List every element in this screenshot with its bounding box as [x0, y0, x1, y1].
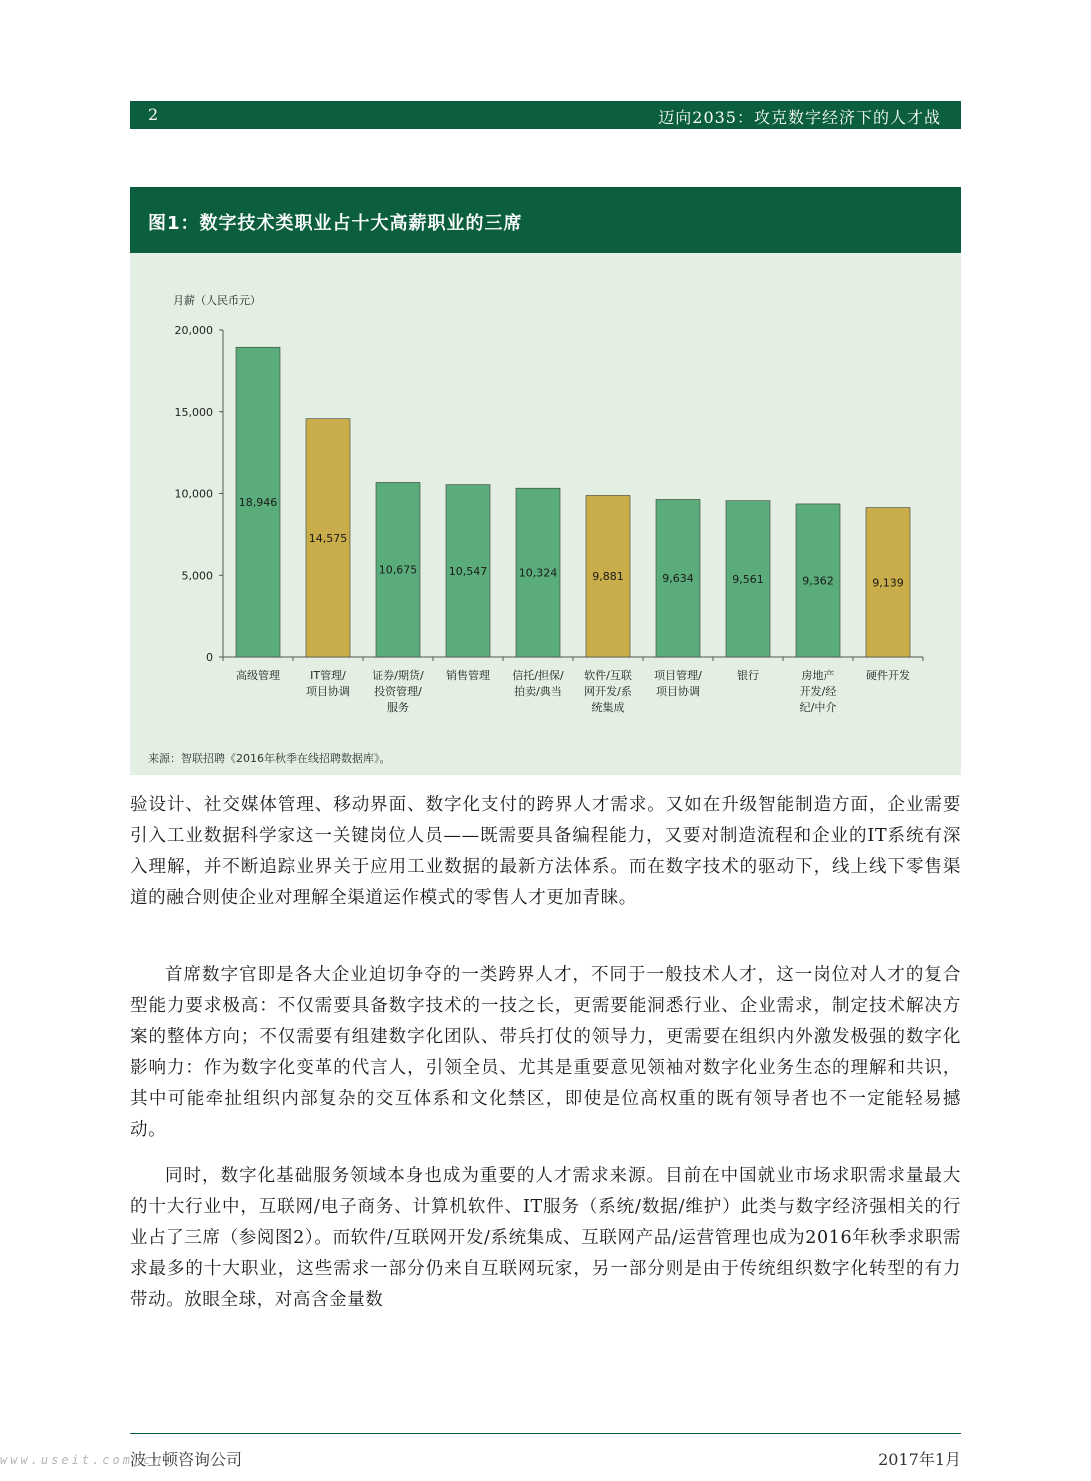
- category-label: 高级管理: [236, 669, 280, 682]
- category-label: IT管理/: [310, 669, 346, 682]
- bar-value-label: 9,362: [802, 574, 834, 588]
- paragraph-text: 同时，数字化基础服务领域本身也成为重要的人才需求来源。目前在中国就业市场求职需求量最大的十大行业中，互联网/电子商务、计算机软件、IT服务（系统/数据/维护）此类与数字经济强相关的行业占了三席（参阅图2）。而软件/互联网开发/系统集成、互联网产品/运营管理也成为2016年秋季求职需求最多的十大职业，这些需求一部分仍来自互联网玩家，另一部分则是由于传统组织数字化转型的有力带动。放眼全球，对高含金量数: [130, 1166, 961, 1310]
- category-label: 投资管理/: [374, 685, 422, 698]
- bar-value-label: 10,675: [378, 563, 418, 577]
- category-label: 纪/中介: [799, 701, 837, 714]
- bar-value-label: 9,634: [662, 572, 694, 586]
- body-paragraph-2: [130, 960, 961, 1146]
- category-label: 硬件开发: [866, 669, 910, 682]
- category-label: 房地产: [801, 669, 835, 682]
- body-paragraph-3: [130, 1161, 961, 1316]
- paragraph-text: 验设计、社交媒体管理、移动界面、数字化支付的跨界人才需求。又如在升级智能制造方面，企业需要引入工业数据科学家这一关键岗位人员——既需要具备编程能力，又要对制造流程和企业的IT系统有深入理解，并不断追踪业界关于应用工业数据的最新方法体系。而在数字技术的驱动下，线上线下零售渠道的融合则使企业对理解全渠道运作模式的零售人才更加青睐。: [130, 795, 961, 908]
- footer-publisher: 波士顿咨询公司: [130, 1450, 243, 1469]
- y-tick-label: 5,000: [181, 569, 213, 583]
- y-tick-label: 20,000: [174, 324, 213, 337]
- category-label: 销售管理: [446, 669, 490, 682]
- figure-1: [130, 187, 961, 775]
- y-tick-label: 0: [206, 651, 213, 664]
- paragraph-text: 首席数字官即是各大企业迫切争夺的一类跨界人才，不同于一般技术人才，这一岗位对人才的复合型能力要求极高：不仅需要具备数字技术的一技之长，更需要能洞悉行业、企业需求，制定技术解决方案的整体方向；不仅需要有组建数字化团队、带兵打仗的领导力，更需要在组织内外激发极强的数字化影响力：作为数字化变革的代言人，引领全员、尤其是重要意见领袖对数字化业务生态的理解和共识，其中可能牵扯组织内部复杂的交互体系和文化禁区，即使是位高权重的既有领导者也不一定能轻易撼动。: [130, 965, 961, 1140]
- category-label: 服务: [387, 701, 409, 714]
- category-label: 银行: [737, 669, 759, 682]
- footer-date: 2017年1月: [878, 1450, 961, 1469]
- category-label: 项目管理/: [654, 669, 702, 682]
- category-label: 软件/互联: [584, 669, 632, 682]
- figure-source: 来源：智联招聘《2016年秋季在线招聘数据库》。: [148, 752, 391, 765]
- page-number: 2: [148, 105, 159, 124]
- category-label: 项目协调: [656, 685, 700, 698]
- bar-value-label: 9,561: [732, 572, 764, 586]
- bar-value-label: 9,139: [872, 576, 904, 590]
- y-tick-label: 10,000: [174, 487, 213, 501]
- running-header: [130, 101, 961, 129]
- category-label: 开发/经: [799, 685, 837, 698]
- y-tick-label: 15,000: [174, 405, 213, 419]
- footer-divider: [130, 1433, 961, 1434]
- bar-chart: [130, 253, 961, 748]
- bar-value-label: 9,881: [592, 570, 624, 584]
- watermark: www.useit.com.cn: [0, 1453, 164, 1467]
- category-label: 信托/担保/: [512, 669, 564, 682]
- category-label: 证券/期货/: [372, 669, 424, 682]
- bar-value-label: 14,575: [308, 531, 348, 545]
- category-label: 项目协调: [306, 685, 350, 698]
- body-paragraph-1: [130, 790, 961, 914]
- running-title: 迈向2035：攻克数字经济下的人才战: [658, 108, 941, 127]
- category-label: 网开发/系: [584, 685, 632, 698]
- bar-value-label: 18,946: [238, 496, 278, 510]
- bar-value-label: 10,547: [448, 564, 488, 578]
- bar-value-label: 10,324: [518, 566, 558, 580]
- category-label: 统集成: [591, 701, 625, 714]
- y-axis-label: 月薪（人民币元）: [173, 294, 261, 307]
- figure-title-bar: [130, 187, 961, 253]
- figure-title: 图1：数字技术类职业占十大高薪职业的三席: [148, 213, 523, 234]
- category-label: 拍卖/典当: [514, 685, 562, 698]
